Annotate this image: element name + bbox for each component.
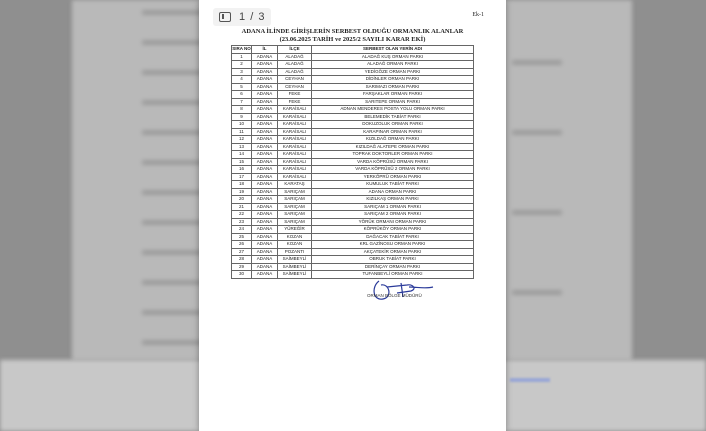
table-cell: FARŞAKLAR ORMAN PARKI: [312, 91, 474, 99]
background-line: [142, 190, 202, 195]
table-row: [232, 211, 474, 219]
table-cell: KARAİSALI: [278, 158, 312, 166]
page-separator: /: [250, 11, 255, 23]
table-row: [232, 76, 474, 84]
background-line: [142, 280, 202, 285]
table-cell: VARDA KÖPRÜSÜ 2 ORMAN PARKI: [312, 166, 474, 174]
table-cell: 19: [232, 188, 252, 196]
table-cell: ADANA: [252, 241, 278, 249]
background-line: [142, 220, 202, 225]
table-cell: 5: [232, 83, 252, 91]
table-cell: ADANA: [252, 218, 278, 226]
table-row: [232, 136, 474, 144]
table-cell: KÖPRÜKÖY ORMAN PARKI: [312, 226, 474, 234]
document-subtitle: (23.06.2025 TARİH ve 2025/2 SAYILI KARAR EKİ): [279, 36, 426, 43]
table-cell: 17: [232, 173, 252, 181]
table-cell: ADANA: [252, 151, 278, 159]
table-row: [232, 53, 474, 61]
table-cell: KIZILDAĞ ALATEPE ORMAN PARKI: [312, 143, 474, 151]
table-cell: 28: [232, 256, 252, 264]
table-cell: ADNAN MENDERES POSTA YOLU ORMAN PARKI: [312, 106, 474, 114]
column-header: SIRA NO: [232, 46, 251, 52]
table-cell: KARAİSALI: [278, 121, 312, 129]
table-cell: 2: [232, 61, 252, 69]
table-row: [232, 241, 474, 249]
table-cell: POZANTI: [278, 248, 312, 256]
table-cell: OBRUK TABİAT PARKI: [312, 256, 474, 264]
table-cell: ADANA: [252, 98, 278, 106]
table-cell: KARAİSALI: [278, 143, 312, 151]
background-line: [142, 70, 202, 75]
table-row: [232, 83, 474, 91]
table-cell: 1: [232, 53, 252, 61]
page-counter[interactable]: [213, 8, 271, 26]
table-row: [232, 188, 474, 196]
table-cell: ADANA: [252, 263, 278, 271]
background-line: [512, 60, 562, 65]
table-cell: 27: [232, 248, 252, 256]
table-row: [232, 181, 474, 189]
table-header-row: [232, 46, 474, 54]
background-line: [142, 40, 202, 45]
table-row: [232, 98, 474, 106]
table-cell: 30: [232, 271, 252, 279]
table-cell: 18: [232, 181, 252, 189]
signature-caption: ORMAN BÖLGE MÜDÜRÜ: [367, 293, 422, 298]
table-row: [232, 121, 474, 129]
table-cell: ADANA: [252, 128, 278, 136]
table-cell: ADANA: [252, 248, 278, 256]
table-row: [232, 158, 474, 166]
table-row: [232, 226, 474, 234]
table-cell: 20: [232, 196, 252, 204]
sidebar-toggle-icon[interactable]: [219, 12, 231, 22]
table-cell: ALADAĞ KUŞ ORMAN PARKI: [312, 53, 474, 61]
table-cell: TOPRAK DOKTORLER ORMAN PARKI: [312, 151, 474, 159]
table-row: [232, 91, 474, 99]
table-row: [232, 128, 474, 136]
table-cell: DAĞACAK TABİAT PARKI: [312, 233, 474, 241]
table-cell: SARIÇAM: [278, 188, 312, 196]
table-cell: ADANA: [252, 121, 278, 129]
table-cell: TUFANBEYLİ ORMAN PARKI: [312, 271, 474, 279]
table-cell: ALADAĞ: [278, 61, 312, 69]
background-line: [142, 100, 202, 105]
table-cell: KUMULUK TABİAT PARKI: [312, 181, 474, 189]
table-cell: SARIÇAM: [278, 218, 312, 226]
table-cell: KARAİSALI: [278, 128, 312, 136]
table-cell: ADANA: [252, 68, 278, 76]
table-cell: SARIMAZI ORMAN PARKI: [312, 83, 474, 91]
table-cell: SAİMBEYLİ: [278, 256, 312, 264]
table-cell: ADANA: [252, 158, 278, 166]
table-cell: ADANA: [252, 61, 278, 69]
table-cell: 23: [232, 218, 252, 226]
annex-label: Ek-1: [472, 12, 484, 18]
table-cell: 13: [232, 143, 252, 151]
table-row: [232, 68, 474, 76]
table-cell: KARAİSALI: [278, 136, 312, 144]
signature-image: [367, 275, 437, 305]
table-cell: 16: [232, 166, 252, 174]
table-cell: AKÇATEKİR ORMAN PARKI: [312, 248, 474, 256]
table-cell: 21: [232, 203, 252, 211]
table-cell: ADANA: [252, 256, 278, 264]
table-cell: 10: [232, 121, 252, 129]
table-cell: ADANA: [252, 196, 278, 204]
table-cell: SARIÇAM: [278, 211, 312, 219]
table-cell: DERİNÇAY ORMAN PARKI: [312, 263, 474, 271]
total-pages: 3: [258, 11, 266, 23]
table-row: [232, 113, 474, 121]
table-cell: KOZAN: [278, 233, 312, 241]
table-row: [232, 271, 474, 279]
background-line: [142, 310, 202, 315]
table-cell: SARIÇAM 2 ORMAN PARKI: [312, 211, 474, 219]
table-cell: KARAPINAR ORMAN PARKI: [312, 128, 474, 136]
table-cell: 12: [232, 136, 252, 144]
table-cell: CEYHAN: [278, 76, 312, 84]
table-cell: 25: [232, 233, 252, 241]
table-cell: DOKUZOLUK ORMAN PARKI: [312, 121, 474, 129]
table-cell: CEYHAN: [278, 83, 312, 91]
table-cell: ADANA: [252, 143, 278, 151]
table-row: [232, 218, 474, 226]
table-row: [232, 143, 474, 151]
table-cell: SARIÇAM: [278, 196, 312, 204]
table-cell: ADANA: [252, 91, 278, 99]
table-cell: 26: [232, 241, 252, 249]
table-cell: 24: [232, 226, 252, 234]
table-cell: 11: [232, 128, 252, 136]
table-cell: SAİMBEYLİ: [278, 263, 312, 271]
table-cell: FEKE: [278, 98, 312, 106]
table-cell: ADANA: [252, 136, 278, 144]
table-cell: KARAİSALI: [278, 106, 312, 114]
table-row: [232, 173, 474, 181]
table-cell: SARIÇAM: [278, 203, 312, 211]
table-row: [232, 256, 474, 264]
table-cell: YERKÖPRÜ ORMAN PARKI: [312, 173, 474, 181]
table-cell: 7: [232, 98, 252, 106]
background-line: [512, 130, 562, 135]
pdf-viewer[interactable]: [199, 0, 506, 431]
table-cell: 22: [232, 211, 252, 219]
table-cell: ADANA: [252, 211, 278, 219]
table-cell: KARAİSALI: [278, 151, 312, 159]
background-line: [142, 10, 202, 15]
table-cell: ADANA: [252, 113, 278, 121]
table-cell: ADANA: [252, 173, 278, 181]
table-row: [232, 248, 474, 256]
table-cell: KIZILKAŞ ORMAN PARKI: [312, 196, 474, 204]
table-cell: ALADAĞ ORMAN PARKI: [312, 61, 474, 69]
table-cell: 29: [232, 263, 252, 271]
table-cell: ADANA: [252, 166, 278, 174]
table-cell: ADANA: [252, 226, 278, 234]
table-cell: ADANA: [252, 106, 278, 114]
table-cell: SAİMBEYLİ: [278, 271, 312, 279]
table-cell: 8: [232, 106, 252, 114]
table-cell: 6: [232, 91, 252, 99]
page-indicator: [239, 11, 265, 23]
table-cell: 15: [232, 158, 252, 166]
table-cell: VARDA KÖPRÜSÜ ORMAN PARKI: [312, 158, 474, 166]
document-title: ADANA İLİNDE GİRİŞLERİN SERBEST OLDUĞU ORMANLIK ALANLAR: [241, 28, 464, 35]
background-line: [512, 210, 562, 215]
table-row: [232, 166, 474, 174]
table-cell: KOZAN: [278, 241, 312, 249]
table-cell: ADANA: [252, 271, 278, 279]
table-row: [232, 233, 474, 241]
current-page: 1: [239, 11, 247, 23]
table-row: [232, 106, 474, 114]
table-cell: FEKE: [278, 91, 312, 99]
background-line: [142, 340, 202, 345]
column-header: SERBEST OLAN YERİN ADI: [312, 46, 474, 54]
table-cell: 3: [232, 68, 252, 76]
table-cell: ADANA: [252, 76, 278, 84]
table-cell: KARAİSALI: [278, 113, 312, 121]
table-cell: ADANA: [252, 188, 278, 196]
table-row: [232, 263, 474, 271]
table-cell: ALADAĞ: [278, 68, 312, 76]
table-cell: 14: [232, 151, 252, 159]
table-cell: YÜREĞİR: [278, 226, 312, 234]
column-header: İLÇE: [278, 46, 312, 54]
column-header: İL: [252, 46, 278, 54]
table-cell: KIZILDAĞ ORMAN PARKI: [312, 136, 474, 144]
table-cell: ADANA: [252, 53, 278, 61]
table-cell: KRL GAZİNOSU ORMAN PARKI: [312, 241, 474, 249]
background-line: [142, 250, 202, 255]
table-cell: DİDİNLER ORMAN PARKI: [312, 76, 474, 84]
table-cell: KARATAŞ: [278, 181, 312, 189]
background-link: [510, 378, 550, 382]
table-cell: ADANA: [252, 233, 278, 241]
background-line: [512, 290, 562, 295]
table-cell: KARAİSALI: [278, 173, 312, 181]
table-row: [232, 151, 474, 159]
background-line: [142, 130, 202, 135]
table-cell: YÖRÜK ORMANI ORMAN PARKI: [312, 218, 474, 226]
table-row: [232, 196, 474, 204]
table-cell: ADANA: [252, 181, 278, 189]
table-cell: ADANA: [252, 83, 278, 91]
background-line: [142, 160, 202, 165]
table-cell: ADANA: [252, 203, 278, 211]
table-cell: KARAİSALI: [278, 166, 312, 174]
table-cell: YEDİGÖZE ORMAN PARKI: [312, 68, 474, 76]
table-cell: ALADAĞ: [278, 53, 312, 61]
table-row: [232, 61, 474, 69]
forest-areas-table: [231, 45, 474, 279]
table-cell: 9: [232, 113, 252, 121]
table-cell: ADANA ORMAN PARKI: [312, 188, 474, 196]
table-cell: SARIÇAM 1 ORMAN PARKI: [312, 203, 474, 211]
table-row: [232, 203, 474, 211]
table-cell: 4: [232, 76, 252, 84]
table-cell: BELEMEDİK TABİAT PARKI: [312, 113, 474, 121]
table-cell: SARITEPE ORMAN PARKI: [312, 98, 474, 106]
